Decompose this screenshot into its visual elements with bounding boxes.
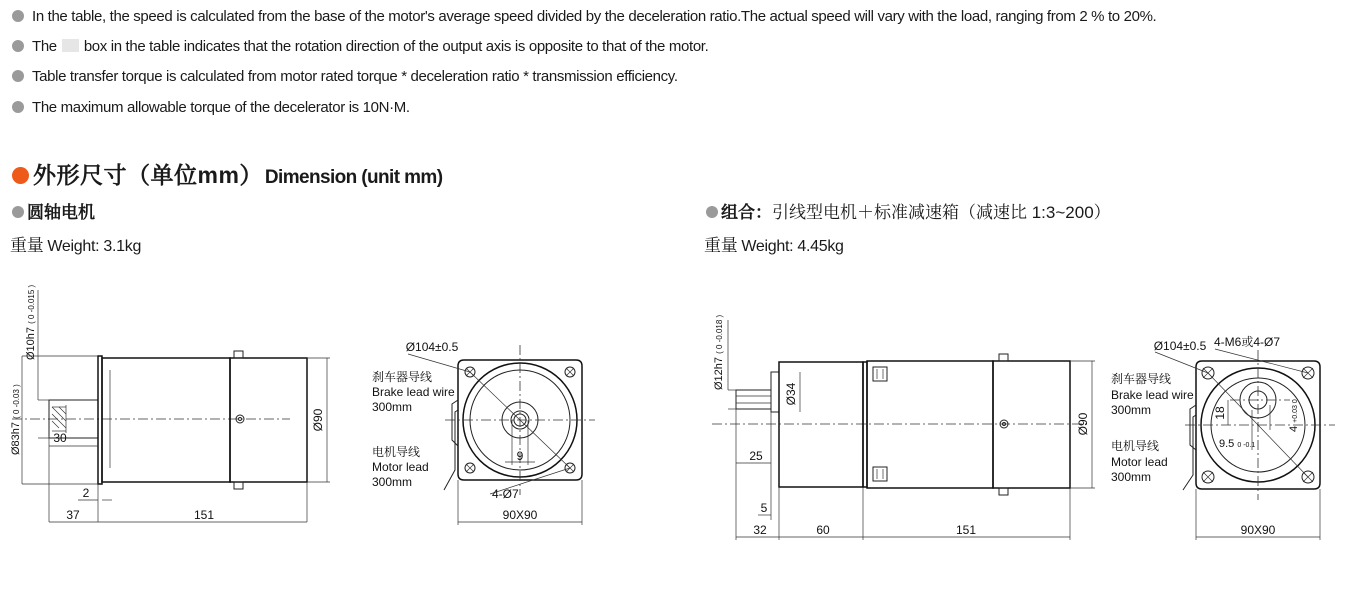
motor-lead-cn-right: 电机导线 [1111,439,1160,453]
dim-5: 5 [760,501,768,515]
right-front-view [1111,335,1335,540]
dim-shaft-value: Ø10h7 [25,326,37,360]
right-side-view [712,314,1095,540]
motor-lead-cn: 电机导线 [372,445,421,459]
left-side-view [10,284,330,522]
right-weight-cn: 重量 [704,236,738,255]
dim-9: 9 [516,449,524,463]
dim-9-5-value: 9.5 [1219,438,1235,450]
right-subtitle-bold: 组合： [721,203,772,222]
dim-shaft-right [713,314,725,390]
dim-square: 90X90 [502,508,538,522]
dim-18: 18 [1213,406,1227,420]
note-speed-text: In the table, the speed is calculated from the base of the motor's average speed divided by the deceleration ratio.The actual speed will vary with the load, ranging from 2 % to 20%. [32,8,1157,25]
left-front-view [372,340,595,525]
motor-lead-en-right: Motor lead [1111,455,1168,469]
motor-lead-len: 300mm [372,475,413,489]
dim-pilot-value: Ø83h7 [10,421,22,455]
motor-lead-en: Motor lead [372,460,429,474]
dim-60: 60 [816,523,830,537]
brake-en: Brake lead wire [372,385,455,399]
dim-32: 32 [753,523,767,537]
left-subtitle-text: 圆轴电机 [27,203,95,222]
dim-4-tol: +0.03 0 [1292,399,1299,423]
dim-151: 151 [193,508,215,522]
brake-len: 300mm [372,400,413,414]
dim-2: 2 [82,486,90,500]
dim-shaft-tol: ( 0 -0.015 ) [27,284,36,324]
right-subtitle-text: 引线型电机＋标准减速箱（减速比 1:3~200） [772,203,1111,222]
dim-9-5 [1219,438,1255,450]
dim-bolt-circle-right: Ø104±0.5 [1153,339,1207,353]
brake-len-right: 300mm [1111,403,1152,417]
section-title-en: Dimension (unit mm) [264,167,443,188]
left-weight-cn: 重量 [10,236,44,255]
dim-d90-right: Ø90 [1076,412,1090,436]
note-direction-text-a: The [32,38,57,55]
dim-bolt-circle: Ø104±0.5 [405,340,459,354]
note-max-torque-text: The maximum allowable torque of the decelerator is 10N·M. [32,99,410,116]
section-title-cn: 外形尺寸（单位mm） [33,162,263,188]
brake-cn: 刹车器导线 [372,370,433,384]
note-direction-text-b: box in the table indicates that the rotation direction of the output axis is opposite to that of the motor. [83,38,709,55]
dim-square-right: 90X90 [1240,523,1276,537]
dim-pilot-tol: ( 0 -0.03 ) [12,384,21,419]
brake-cn-right: 刹车器导线 [1111,372,1172,386]
brake-en-right: Brake lead wire [1111,388,1194,402]
dim-d90: Ø90 [311,408,325,432]
left-weight-en: Weight: 3.1kg [47,238,142,255]
dim-holes: 4-Ø7 [492,487,519,501]
dim-4 [1288,399,1300,432]
dim-9-5-tol: 0 -0.1 [1237,442,1256,449]
dim-4-value: 4 [1288,425,1300,432]
dim-shaft-right-value: Ø12h7 [713,356,725,390]
note-torque-text: Table transfer torque is calculated from motor rated torque * deceleration ratio * transmission efficiency. [32,68,678,85]
dim-37: 37 [66,508,80,522]
dim-pilot [10,384,22,455]
motor-lead-len-right: 300mm [1111,470,1152,484]
dim-shaft [25,284,37,360]
dim-shaft-right-tol: ( 0 -0.018 ) [715,314,724,354]
dim-25: 25 [749,449,763,463]
dim-30: 30 [53,431,67,445]
right-weight-en: Weight: 4.45kg [741,238,844,255]
dim-151-right: 151 [955,523,977,537]
dim-d34: Ø34 [784,382,798,406]
dim-holes-right: 4-M6或4-Ø7 [1214,335,1281,349]
